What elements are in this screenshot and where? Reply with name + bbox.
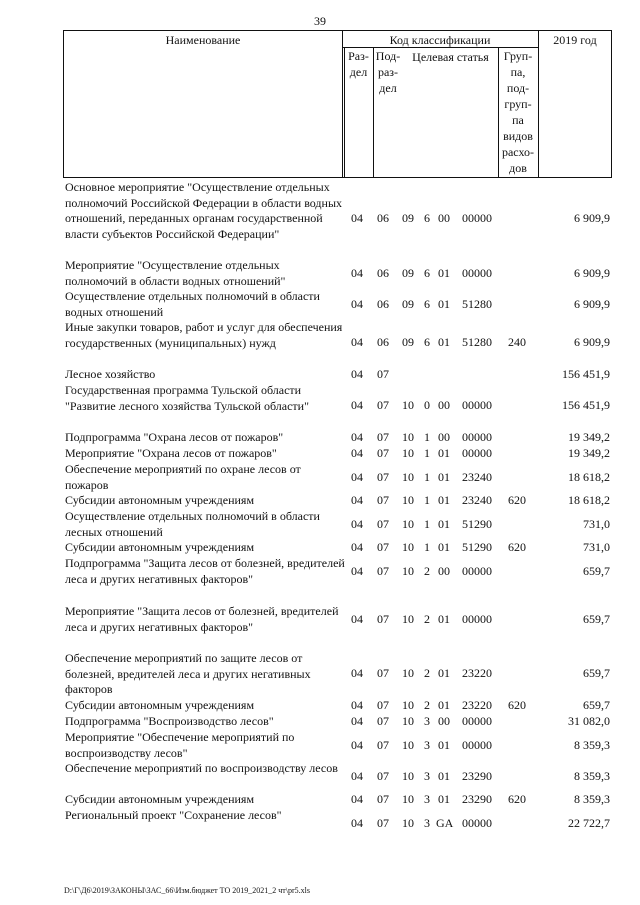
table-row: Мероприятие "Охрана лесов от пожаров" 04 07 10 1 01 00000 19 349,2 <box>65 446 610 460</box>
table-row: Подпрограмма "Воспроизводство лесов" 04 07 10 3 00 00000 31 082,0 <box>65 714 610 728</box>
table-row: Обеспечение мероприятий по охране лесов от пожаров 04 07 10 1 01 23240 18 618,2 <box>65 462 610 492</box>
table-row: Иные закупки товаров, работ и услуг для обеспечения государственных (муниципальных) нужд 04 06 09 6 01 51280 240 6 909,9 <box>65 320 610 350</box>
header-group: Груп- па, под- груп- па видов расхо- дов <box>501 49 535 175</box>
table-row: Субсидии автономным учреждениям 04 07 10 3 01 23290 620 8 359,3 <box>65 792 610 806</box>
table-row: Подпрограмма "Охрана лесов от пожаров" 04 07 10 1 00 00000 19 349,2 <box>65 430 610 444</box>
table-row: Региональный проект "Сохранение лесов" 04 07 10 3 GA 00000 22 722,7 <box>65 808 610 830</box>
table-row: Обеспечение мероприятий по воспроизводству лесов 04 07 10 3 01 23290 8 359,3 <box>65 761 610 783</box>
table-row: Субсидии автономным учреждениям 04 07 10 1 01 23240 620 18 618,2 <box>65 493 610 507</box>
header-class-code: Код классификации <box>389 33 491 47</box>
header-name: Наименование <box>165 33 241 47</box>
table-row: Лесное хозяйство 04 07 156 451,9 <box>65 367 610 381</box>
table-row: Субсидии автономным учреждениям 04 07 10 2 01 23220 620 659,7 <box>65 698 610 712</box>
table-header <box>63 30 612 178</box>
header-target-article: Целевая статья <box>412 50 489 64</box>
table-row: Основное мероприятие "Осуществление отдельных полномочий Российской Федерации в области водных отношений, переданных органам государственной власти субъектов Российской Федерации" 04 06 09 6 00 00000 6 909,9 <box>65 180 610 241</box>
table-row: Мероприятие "Защита лесов от болезней, вредителей леса и других негативных факторов" 04 07 10 2 01 00000 659,7 <box>65 604 610 634</box>
header-section: Раз- дел <box>348 49 369 79</box>
page-number: 39 <box>314 14 326 28</box>
table-row: Обеспечение мероприятий по защите лесов от болезней, вредителей леса и других негативных факторов 04 07 10 2 01 23220 659,7 <box>65 651 610 696</box>
table-row: Государственная программа Тульской области "Развитие лесного хозяйства Тульской области" 04 07 10 0 00 00000 156 451,9 <box>65 383 610 413</box>
header-year: 2019 год <box>553 33 597 47</box>
table-row: Подпрограмма "Защита лесов от болезней, вредителей леса и других негативных факторов" 04 07 10 2 00 00000 659,7 <box>65 556 610 586</box>
table-row: Осуществление отдельных полномочий в области водных отношений 04 06 09 6 01 51280 6 909,9 <box>65 289 610 319</box>
table-row: Мероприятие "Обеспечение мероприятий по воспроизводству лесов" 04 07 10 3 01 00000 8 359,3 <box>65 730 610 760</box>
table-row: Субсидии автономным учреждениям 04 07 10 1 01 51290 620 731,0 <box>65 540 610 554</box>
header-subsection: Под- раз- дел <box>375 49 401 95</box>
budget-rows <box>0 180 640 839</box>
table-row: Мероприятие "Осуществление отдельных полномочий в области водных отношений" 04 06 09 6 01 00000 6 909,9 <box>65 258 610 288</box>
table-row: Осуществление отдельных полномочий в области лесных отношений 04 07 10 1 01 51290 731,0 <box>65 509 610 539</box>
file-path-footer: D:\Г\Д6\2019\ЗАКОНЫ\ЗАС_66\Изм.бюджет ТО 2019_2021_2 чт\pr5.xls <box>64 886 310 895</box>
